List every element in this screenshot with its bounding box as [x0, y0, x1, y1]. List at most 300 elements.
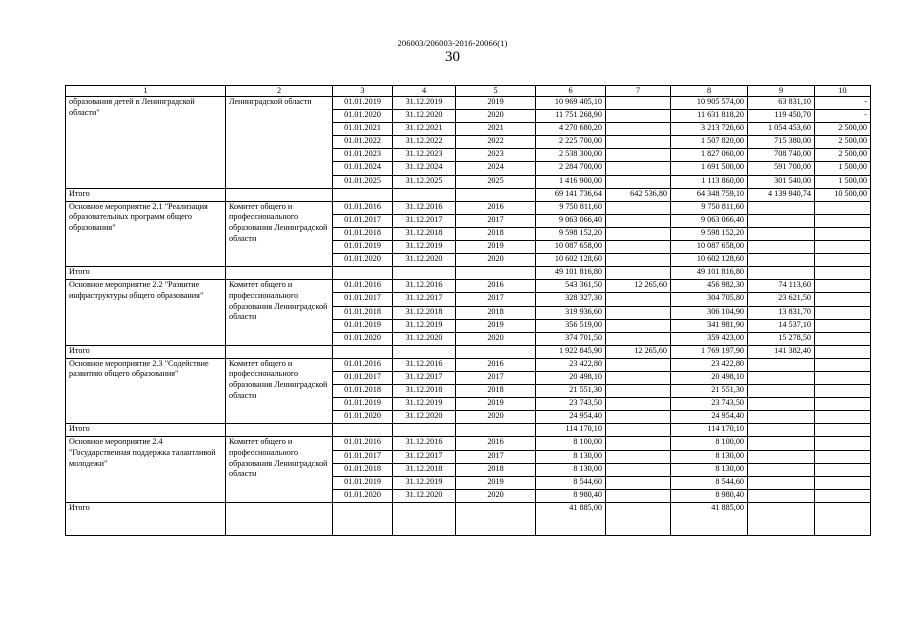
total-value	[748, 424, 815, 437]
table-cell	[748, 214, 815, 227]
table-cell: 3 213 726,60	[671, 123, 748, 136]
table-cell	[606, 411, 671, 424]
column-header: 1	[66, 86, 226, 97]
table-cell: 2019	[456, 476, 536, 489]
document-id: 206003/206003-2016-20066(1)	[397, 38, 508, 48]
table-cell: 10 969 405,10	[536, 97, 606, 110]
table-cell: 11 631 818,20	[671, 110, 748, 123]
table-cell: 4 270 680,20	[536, 123, 606, 136]
table-cell: 2 225 700,00	[536, 136, 606, 149]
total-label: Итого	[66, 345, 226, 358]
table-cell: 1 500,00	[815, 175, 871, 188]
empty-cell	[226, 345, 333, 358]
table-cell	[606, 254, 671, 267]
table-cell: 13 831,70	[748, 306, 815, 319]
table-cell	[606, 123, 671, 136]
table-cell: 2022	[456, 136, 536, 149]
empty-cell	[393, 188, 456, 201]
empty-cell	[393, 267, 456, 280]
total-value: 141 382,40	[748, 345, 815, 358]
column-header: 2	[226, 86, 333, 97]
table-cell	[815, 306, 871, 319]
column-header: 7	[606, 86, 671, 97]
table-cell: 8 130,00	[536, 450, 606, 463]
table-cell	[815, 450, 871, 463]
table-cell: 8 100,00	[536, 437, 606, 450]
table-cell: 304 705,80	[671, 293, 748, 306]
empty-cell	[393, 345, 456, 358]
table-cell: 31.12.2017	[393, 450, 456, 463]
table-cell: 8 544,60	[671, 476, 748, 489]
table-cell: 01.01.2017	[333, 293, 393, 306]
table-cell: 01.01.2024	[333, 162, 393, 175]
table-cell: 31.12.2016	[393, 201, 456, 214]
table-cell: 543 361,50	[536, 280, 606, 293]
table-cell: 31.12.2020	[393, 489, 456, 502]
table-cell: 1 500,00	[815, 162, 871, 175]
executor-cell: Комитет общего и профессионального образования Ленинградской области	[226, 201, 333, 266]
page-number: 30	[445, 49, 460, 65]
table-cell	[606, 489, 671, 502]
table-cell	[748, 398, 815, 411]
table-cell: 715 380,00	[748, 136, 815, 149]
table-cell: 23 422,80	[536, 358, 606, 371]
table-cell	[748, 411, 815, 424]
table-cell: 31.12.2018	[393, 227, 456, 240]
table-cell: 2018	[456, 306, 536, 319]
table-cell: 9 063 066,40	[536, 214, 606, 227]
table-cell: 2019	[456, 319, 536, 332]
total-value	[606, 424, 671, 437]
table-cell: 23 422,80	[671, 358, 748, 371]
table-cell: 01.01.2023	[333, 149, 393, 162]
total-value	[815, 502, 871, 535]
table-cell: 31.12.2016	[393, 358, 456, 371]
table-cell	[815, 371, 871, 384]
table-cell: 374 701,50	[536, 332, 606, 345]
table-cell: 21 551,30	[671, 385, 748, 398]
table-cell	[606, 227, 671, 240]
executor-cell: Ленинградской области	[226, 97, 333, 189]
total-label: Итого	[66, 502, 226, 535]
table-cell: 2016	[456, 201, 536, 214]
table-cell: 2019	[456, 241, 536, 254]
table-cell	[606, 175, 671, 188]
table-cell: 8 980,40	[671, 489, 748, 502]
total-value: 41 885,00	[671, 502, 748, 535]
table-cell: 8 980,40	[536, 489, 606, 502]
table-cell: 2019	[456, 97, 536, 110]
table-cell: 01.01.2022	[333, 136, 393, 149]
table-cell	[815, 385, 871, 398]
table-cell	[606, 332, 671, 345]
table-cell: 359 423,00	[671, 332, 748, 345]
empty-cell	[456, 424, 536, 437]
table-cell	[606, 201, 671, 214]
table-cell	[815, 280, 871, 293]
table-cell: 301 540,00	[748, 175, 815, 188]
activity-name-cell: Основное мероприятие 2.2 "Развитие инфраструктуры общего образования"	[66, 280, 226, 345]
table-cell	[606, 149, 671, 162]
table-cell: 2016	[456, 437, 536, 450]
table-cell: 01.01.2020	[333, 489, 393, 502]
total-value	[606, 502, 671, 535]
table-cell: 119 450,70	[748, 110, 815, 123]
executor-cell: Комитет общего и профессионального образования Ленинградской области	[226, 280, 333, 345]
table-cell: 31.12.2025	[393, 175, 456, 188]
table-cell	[815, 227, 871, 240]
table-cell: 2 500,00	[815, 136, 871, 149]
table-cell: 63 831,10	[748, 97, 815, 110]
table-cell: 01.01.2020	[333, 332, 393, 345]
table-cell	[815, 463, 871, 476]
table-cell: 14 537,10	[748, 319, 815, 332]
table-cell	[606, 476, 671, 489]
table-cell: 23 743,50	[536, 398, 606, 411]
table-cell	[606, 437, 671, 450]
total-value	[815, 424, 871, 437]
empty-cell	[456, 267, 536, 280]
empty-cell	[456, 502, 536, 535]
table-cell: 1 827 060,00	[671, 149, 748, 162]
table-cell	[748, 227, 815, 240]
table-cell: 11 751 268,90	[536, 110, 606, 123]
table-cell: 01.01.2016	[333, 437, 393, 450]
empty-cell	[456, 188, 536, 201]
total-row	[66, 424, 871, 437]
total-label: Итого	[66, 188, 226, 201]
table-cell: 31.12.2016	[393, 437, 456, 450]
table-cell: 2024	[456, 162, 536, 175]
table-cell: 01.01.2016	[333, 280, 393, 293]
table-cell: 2018	[456, 385, 536, 398]
executor-cell: Комитет общего и профессионального образования Ленинградской области	[226, 437, 333, 502]
table-cell	[748, 254, 815, 267]
table-cell: 31.12.2019	[393, 97, 456, 110]
table-cell	[815, 214, 871, 227]
activity-name-cell: Основное мероприятие 2.4 "Государственная поддержка талантливой молодежи"	[66, 437, 226, 502]
table-cell	[606, 450, 671, 463]
table-cell: 1 054 453,60	[748, 123, 815, 136]
table-cell: 31.12.2019	[393, 398, 456, 411]
table-cell: 306 104,90	[671, 306, 748, 319]
table-cell: 10 087 658,00	[671, 241, 748, 254]
table-cell: 23 743,50	[671, 398, 748, 411]
table-cell: 328 327,30	[536, 293, 606, 306]
table-cell: 12 265,60	[606, 280, 671, 293]
table-cell: 01.01.2016	[333, 358, 393, 371]
table-cell	[606, 97, 671, 110]
table-cell: 2020	[456, 411, 536, 424]
table-cell: 31.12.2016	[393, 280, 456, 293]
table-cell: 2016	[456, 280, 536, 293]
table-cell: 8 100,00	[671, 437, 748, 450]
table-cell: 01.01.2018	[333, 227, 393, 240]
total-value: 4 139 940,74	[748, 188, 815, 201]
table-cell: 01.01.2019	[333, 476, 393, 489]
table-cell: 2 284 700,00	[536, 162, 606, 175]
table-cell: 01.01.2017	[333, 214, 393, 227]
table-cell: 01.01.2019	[333, 398, 393, 411]
table-cell: 01.01.2019	[333, 319, 393, 332]
table-cell: 9 750 811,60	[536, 201, 606, 214]
empty-cell	[333, 188, 393, 201]
column-header: 8	[671, 86, 748, 97]
empty-cell	[226, 502, 333, 535]
table-cell: 01.01.2020	[333, 110, 393, 123]
table-cell	[815, 437, 871, 450]
table-cell: 01.01.2018	[333, 306, 393, 319]
table-row	[66, 437, 871, 450]
table-row	[66, 358, 871, 371]
table-cell: 9 598 152,20	[536, 227, 606, 240]
table-cell	[606, 162, 671, 175]
empty-cell	[393, 424, 456, 437]
total-value: 69 141 736,64	[536, 188, 606, 201]
total-value: 1 922 845,90	[536, 345, 606, 358]
table-cell	[815, 319, 871, 332]
table-cell	[606, 358, 671, 371]
column-header: 5	[456, 86, 536, 97]
table-cell	[606, 306, 671, 319]
table-cell: 8 130,00	[671, 450, 748, 463]
column-number-row	[66, 86, 871, 97]
table-cell	[815, 358, 871, 371]
empty-cell	[456, 345, 536, 358]
empty-cell	[333, 502, 393, 535]
table-cell: 20 498,10	[671, 371, 748, 384]
table-cell	[815, 241, 871, 254]
table-cell: 31.12.2020	[393, 332, 456, 345]
total-label: Итого	[66, 424, 226, 437]
table-cell	[748, 371, 815, 384]
table-cell: 21 551,30	[536, 385, 606, 398]
table-row	[66, 201, 871, 214]
table-cell	[748, 241, 815, 254]
table-cell: 01.01.2025	[333, 175, 393, 188]
table-cell	[748, 385, 815, 398]
table-cell: 2020	[456, 332, 536, 345]
table-cell: 10 087 658,00	[536, 241, 606, 254]
empty-cell	[226, 188, 333, 201]
table-cell: 24 954,40	[671, 411, 748, 424]
table-cell	[815, 489, 871, 502]
table-cell	[606, 214, 671, 227]
table-cell: 10 602 128,60	[536, 254, 606, 267]
total-value	[815, 267, 871, 280]
table-cell: 15 278,50	[748, 332, 815, 345]
table-cell	[606, 136, 671, 149]
table-cell: 31.12.2017	[393, 214, 456, 227]
table-cell: 10 905 574,00	[671, 97, 748, 110]
total-value: 642 536,80	[606, 188, 671, 201]
table-cell: 1 113 860,00	[671, 175, 748, 188]
table-cell: 01.01.2020	[333, 411, 393, 424]
table-cell: 01.01.2018	[333, 385, 393, 398]
table-cell: 01.01.2018	[333, 463, 393, 476]
table-cell: 01.01.2019	[333, 97, 393, 110]
table-cell: 591 700,00	[748, 162, 815, 175]
table-cell: 31.12.2019	[393, 241, 456, 254]
table-cell: 31.12.2017	[393, 371, 456, 384]
empty-cell	[226, 424, 333, 437]
table-cell	[815, 332, 871, 345]
table-cell	[606, 241, 671, 254]
empty-cell	[333, 345, 393, 358]
table-cell: 31.12.2020	[393, 411, 456, 424]
table-cell: 8 130,00	[671, 463, 748, 476]
table-cell: 31.12.2020	[393, 254, 456, 267]
table-cell: 31.12.2023	[393, 149, 456, 162]
table-cell: 2 500,00	[815, 123, 871, 136]
table-cell: 9 063 066,40	[671, 214, 748, 227]
column-header: 6	[536, 86, 606, 97]
total-row	[66, 502, 871, 535]
table-cell: 2020	[456, 254, 536, 267]
table-cell: 01.01.2020	[333, 254, 393, 267]
table-cell: 2019	[456, 398, 536, 411]
empty-cell	[226, 267, 333, 280]
table-cell: 01.01.2019	[333, 241, 393, 254]
total-value: 49 101 816,80	[671, 267, 748, 280]
table-cell: 8 544,60	[536, 476, 606, 489]
table-cell	[606, 319, 671, 332]
table-cell: 2017	[456, 450, 536, 463]
table-cell: 31.12.2018	[393, 463, 456, 476]
empty-cell	[393, 502, 456, 535]
total-value	[748, 267, 815, 280]
column-header: 3	[333, 86, 393, 97]
table-cell: 9 598 152,20	[671, 227, 748, 240]
total-value: 114 170,10	[671, 424, 748, 437]
table-cell: 8 130,00	[536, 463, 606, 476]
table-cell: 2020	[456, 110, 536, 123]
empty-cell	[333, 424, 393, 437]
table-cell: -	[815, 110, 871, 123]
table-cell: 708 740,00	[748, 149, 815, 162]
table-cell	[606, 371, 671, 384]
table-cell	[606, 385, 671, 398]
table-cell	[748, 450, 815, 463]
table-cell	[606, 293, 671, 306]
table-cell: 23 621,50	[748, 293, 815, 306]
table-cell	[606, 398, 671, 411]
table-row	[66, 97, 871, 110]
table-cell	[815, 293, 871, 306]
column-header: 9	[748, 86, 815, 97]
table-cell: 2020	[456, 489, 536, 502]
table-cell: 31.12.2017	[393, 293, 456, 306]
table-cell: 2018	[456, 227, 536, 240]
table-cell: 24 954,40	[536, 411, 606, 424]
table-cell: 2017	[456, 293, 536, 306]
table-cell	[815, 201, 871, 214]
table-cell	[748, 358, 815, 371]
table-cell: 31.12.2020	[393, 110, 456, 123]
table-cell: 2018	[456, 463, 536, 476]
table-cell	[606, 110, 671, 123]
table-cell: 1 416 900,00	[536, 175, 606, 188]
column-header: 4	[393, 86, 456, 97]
table-cell	[606, 463, 671, 476]
table-cell: 31.12.2019	[393, 476, 456, 489]
table-cell: 1 691 500,00	[671, 162, 748, 175]
table-cell: 356 519,00	[536, 319, 606, 332]
table-cell: 9 750 811,60	[671, 201, 748, 214]
table-cell: 456 982,30	[671, 280, 748, 293]
table-row	[66, 280, 871, 293]
table-cell	[748, 201, 815, 214]
table-cell: 2 538 300,00	[536, 149, 606, 162]
table-cell: -	[815, 97, 871, 110]
total-value: 1 769 197,90	[671, 345, 748, 358]
table-cell: 1 507 820,00	[671, 136, 748, 149]
table-cell: 2023	[456, 149, 536, 162]
total-row	[66, 345, 871, 358]
total-value: 64 348 759,10	[671, 188, 748, 201]
table-cell: 01.01.2017	[333, 371, 393, 384]
column-header: 10	[815, 86, 871, 97]
table-cell: 31.12.2019	[393, 319, 456, 332]
empty-cell	[333, 267, 393, 280]
table-cell: 2017	[456, 371, 536, 384]
table-cell: 31.12.2018	[393, 306, 456, 319]
table-cell: 2016	[456, 358, 536, 371]
total-value	[815, 345, 871, 358]
total-label: Итого	[66, 267, 226, 280]
total-value: 41 885,00	[536, 502, 606, 535]
total-row	[66, 188, 871, 201]
table-cell	[815, 254, 871, 267]
total-value	[606, 267, 671, 280]
executor-cell: Комитет общего и профессионального образования Ленинградской области	[226, 358, 333, 423]
table-cell: 20 498,10	[536, 371, 606, 384]
total-value: 10 500,00	[815, 188, 871, 201]
total-value	[748, 502, 815, 535]
total-value: 49 101 816,80	[536, 267, 606, 280]
table-cell: 01.01.2017	[333, 450, 393, 463]
table-cell	[748, 437, 815, 450]
table-cell	[748, 476, 815, 489]
table-cell: 10 602 128,60	[671, 254, 748, 267]
table-cell: 31.12.2024	[393, 162, 456, 175]
table-cell: 01.01.2016	[333, 201, 393, 214]
table-cell: 74 113,60	[748, 280, 815, 293]
table-cell	[815, 476, 871, 489]
table-cell: 341 981,90	[671, 319, 748, 332]
table-cell: 2017	[456, 214, 536, 227]
table-cell: 2025	[456, 175, 536, 188]
table-cell: 31.12.2018	[393, 385, 456, 398]
total-row	[66, 267, 871, 280]
table-cell: 31.12.2022	[393, 136, 456, 149]
table-cell	[748, 463, 815, 476]
table-cell: 01.01.2021	[333, 123, 393, 136]
activity-name-cell: Основное мероприятие 2.3 "Содействие развитию общего образования"	[66, 358, 226, 423]
table-cell: 2021	[456, 123, 536, 136]
table-cell	[815, 411, 871, 424]
table-cell: 31.12.2021	[393, 123, 456, 136]
table-cell: 319 936,60	[536, 306, 606, 319]
activity-name-cell: Основное мероприятие 2.1 "Реализация образовательных программ общего образования"	[66, 201, 226, 266]
total-value: 12 265,60	[606, 345, 671, 358]
activity-name-cell: образования детей в Ленинградской области"	[66, 97, 226, 189]
table-cell	[815, 398, 871, 411]
table-cell: 2 500,00	[815, 149, 871, 162]
budget-table	[65, 85, 871, 536]
table-cell	[748, 489, 815, 502]
total-value: 114 170,10	[536, 424, 606, 437]
